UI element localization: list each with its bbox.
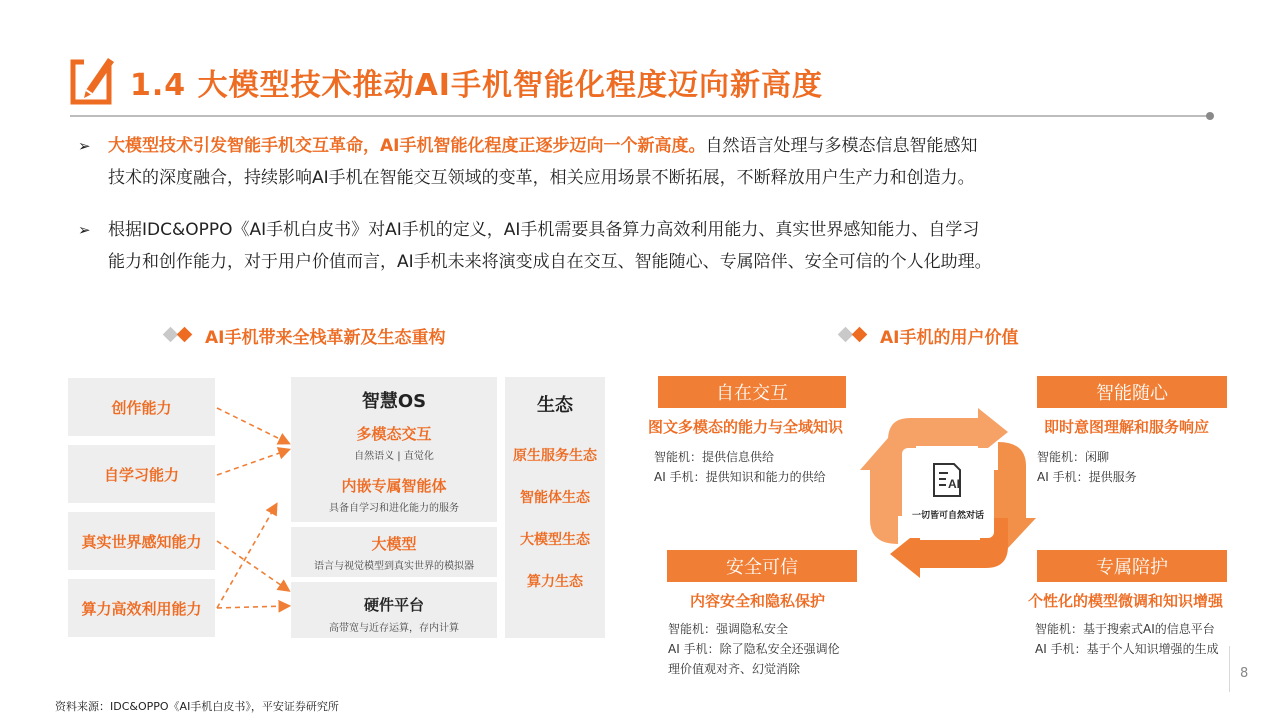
value-desc: 智能机：基于搜索式AI的信息平台 AI 手机：基于个人知识增强的生成 bbox=[1035, 622, 1219, 656]
value-label-box: 专属陪护 bbox=[1037, 550, 1227, 582]
diamond-icon bbox=[852, 327, 868, 343]
arrow-line bbox=[217, 541, 288, 590]
bullet-arrow-icon: ➢ bbox=[78, 137, 91, 155]
arrow-line bbox=[217, 408, 288, 443]
bullet-1-highlight: 大模型技术引发智能手机交互革命，AI手机智能化程度正逐步迈向一个新高度。 bbox=[108, 136, 706, 156]
llm-sub: 语言与视觉模型到真实世界的模拟器 bbox=[314, 561, 474, 572]
os-title: 智慧OS bbox=[361, 391, 427, 412]
value-desc: 智能机：闲聊 AI 手机：提供服务 bbox=[1037, 450, 1137, 484]
ecosystem-title: 生态 bbox=[537, 395, 573, 416]
hardware-panel bbox=[291, 582, 497, 638]
capability-box: 真实世界感知能力 bbox=[68, 512, 215, 570]
title-divider bbox=[70, 115, 1210, 117]
value-desc: 智能机：强调隐私安全 AI 手机：除了隐私安全还强调伦 理价值观对齐、幻觉消除 bbox=[668, 622, 840, 676]
page-number-divider bbox=[1229, 646, 1230, 692]
right-section-header: AI手机的用户价值 bbox=[880, 323, 1018, 348]
diamond-icon bbox=[177, 327, 193, 343]
llm-panel bbox=[291, 527, 497, 577]
value-label-box: 自在交互 bbox=[658, 376, 846, 408]
ecosystem-item: 原生服务生态 bbox=[513, 448, 597, 464]
os-item-sub: 自然语义 | 直觉化 bbox=[354, 451, 434, 462]
page-number: 8 bbox=[1240, 666, 1249, 681]
bullet-2 bbox=[78, 214, 1218, 278]
pencil-square-icon bbox=[70, 52, 116, 106]
ecosystem-item: 算力生态 bbox=[527, 574, 583, 590]
value-subtitle: 内容安全和隐私保护 bbox=[690, 592, 826, 610]
center-slogan: 一切皆可自然对话 bbox=[911, 511, 984, 521]
arrow-line bbox=[217, 450, 288, 475]
bullet-1-text: 自然语言处理与多模态信息智能感知 bbox=[705, 136, 978, 156]
value-subtitle: 图文多模态的能力与全域知识 bbox=[648, 418, 844, 436]
svg-text:AI: AI bbox=[948, 477, 960, 491]
bullet-2-line1: 根据IDC&OPPO《AI手机白皮书》对AI手机的定义，AI手机需要具备算力高效利用能力、真实世界感知能力、自学习 bbox=[108, 220, 980, 240]
bullet-2-line2: 能力和创作能力，对于用户价值而言，AI手机未来将演变成自在交互、智能随心、专属陪伴、安全可信的个人化助理。 bbox=[108, 252, 992, 272]
value-desc: 智能机：提供信息供给 AI 手机：提供知识和能力的供给 bbox=[654, 450, 826, 484]
ecosystem-item: 智能体生态 bbox=[520, 490, 590, 506]
value-label-box: 安全可信 bbox=[667, 550, 857, 582]
capability-box: 创作能力 bbox=[68, 378, 215, 436]
hardware-title: 硬件平台 bbox=[363, 596, 424, 614]
ecosystem-panel bbox=[505, 377, 605, 638]
page-title: 1.4 大模型技术推动AI手机智能化程度迈向新高度 bbox=[130, 68, 823, 103]
arrow-line bbox=[217, 606, 288, 608]
bullet-1 bbox=[78, 130, 1218, 194]
hardware-sub: 高带宽与近存运算，存内计算 bbox=[329, 623, 459, 634]
os-item-title: 多模态交互 bbox=[356, 425, 432, 443]
value-subtitle: 个性化的模型微调和知识增强 bbox=[1028, 592, 1224, 610]
bullet-1-line2: 技术的深度融合，持续影响AI手机在智能交互领域的变革，相关应用场景不断拓展，不断释放用户生产力和创造力。 bbox=[108, 168, 975, 188]
smart-os-panel bbox=[291, 377, 497, 522]
value-label-box: 智能随心 bbox=[1037, 376, 1227, 408]
value-subtitle: 即时意图理解和服务响应 bbox=[1044, 418, 1210, 436]
os-item-sub: 具备自学习和进化能力的服务 bbox=[329, 503, 459, 514]
source-note: 资料来源：IDC&OPPO《AI手机白皮书》，平安证券研究所 bbox=[55, 700, 339, 713]
capability-box: 自学习能力 bbox=[68, 445, 215, 503]
arrow-line bbox=[217, 505, 276, 608]
os-item-title: 内嵌专属智能体 bbox=[341, 477, 447, 495]
bullet-arrow-icon: ➢ bbox=[78, 221, 91, 239]
llm-title: 大模型 bbox=[371, 535, 417, 553]
ecosystem-item: 大模型生态 bbox=[520, 532, 590, 548]
left-section-header: AI手机带来全栈革新及生态重构 bbox=[205, 323, 445, 348]
capability-box: 算力高效利用能力 bbox=[68, 579, 215, 637]
title-divider-dot bbox=[1206, 112, 1214, 120]
ai-document-icon bbox=[928, 460, 968, 500]
